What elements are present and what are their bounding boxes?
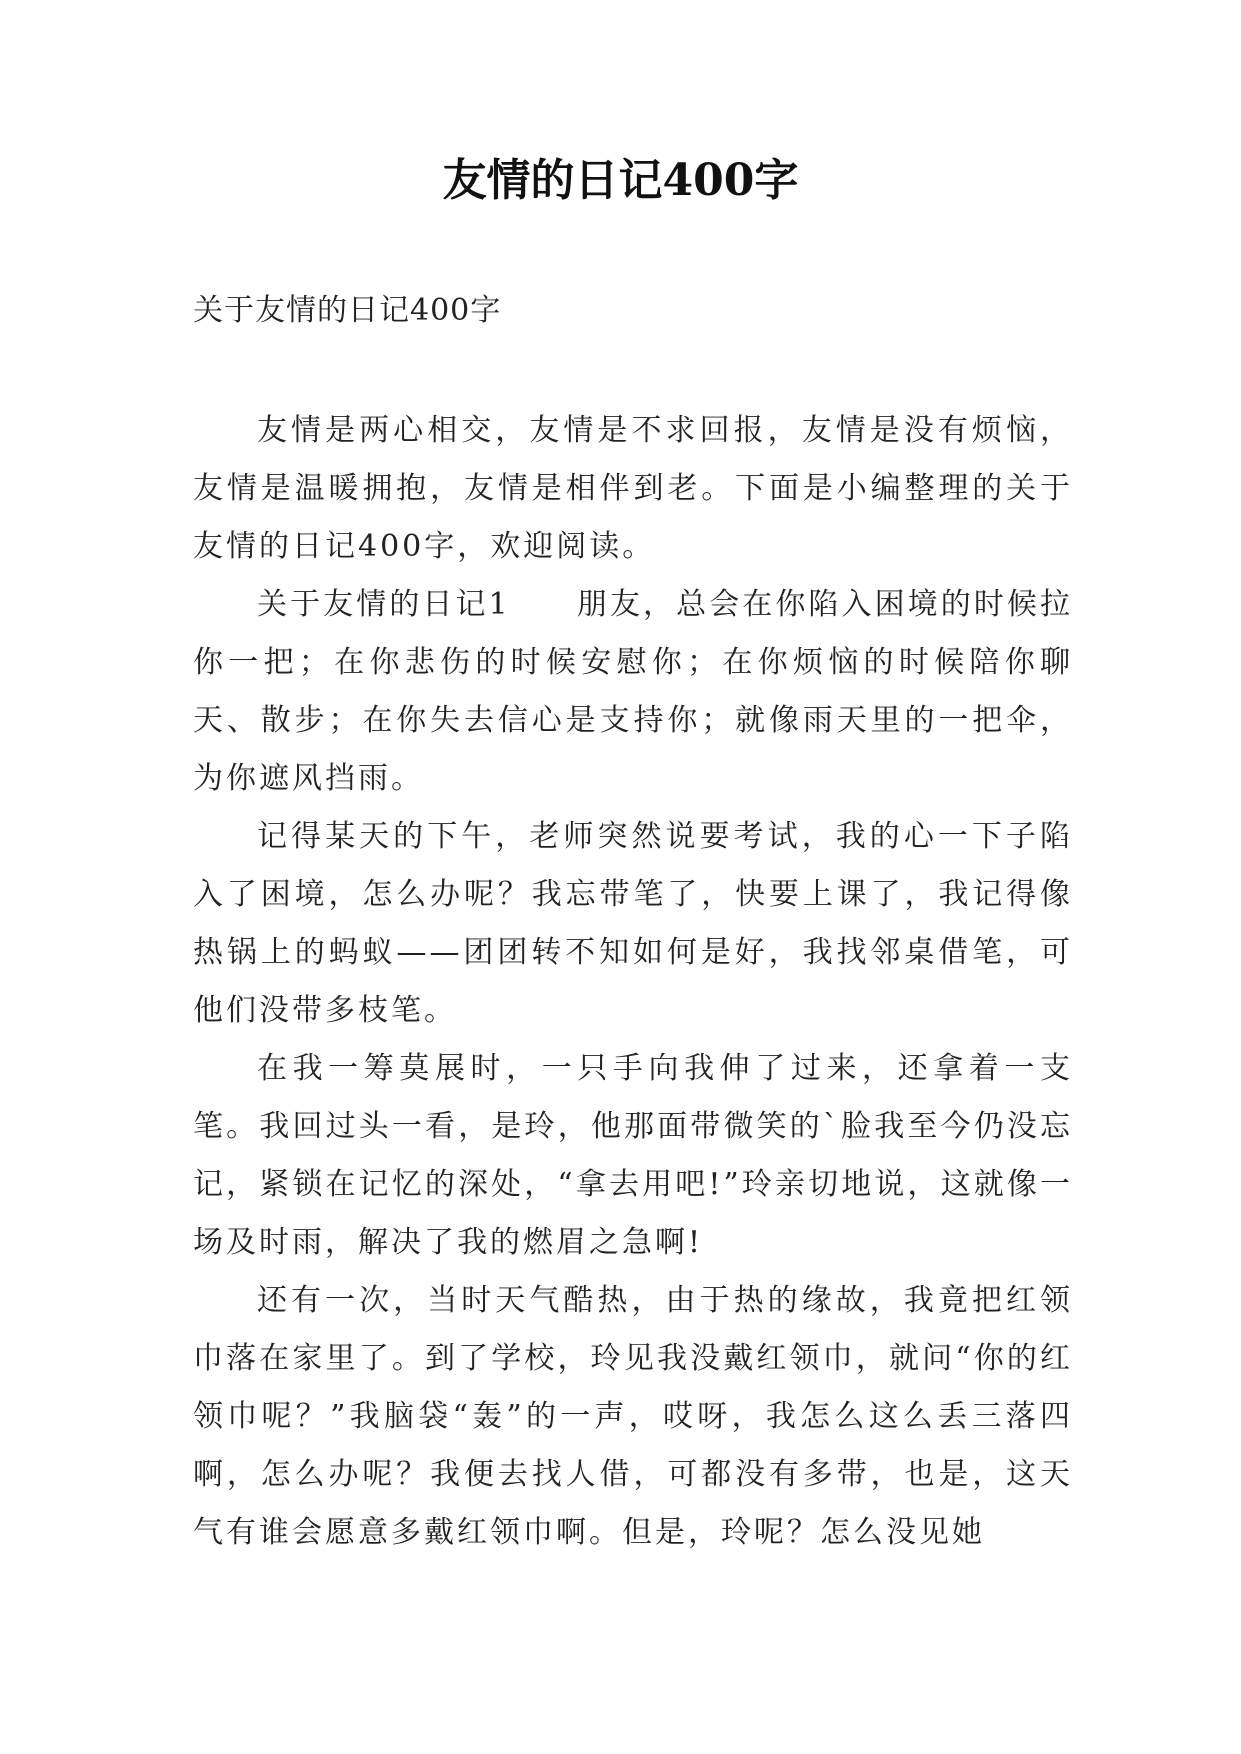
paragraph: 还有一次，当时天气酷热，由于热的缘故，我竟把红领巾落在家里了。到了学校，玲见我没戴红领巾，就问“你的红领巾呢？”我脑袋“轰”的一声，哎呀，我怎么这么丢三落四啊，怎么办呢？我便去找人借，可都没有多带，也是，这天气有谁会愿意多戴红领巾啊。但是，玲呢？怎么没见她 — [193, 1283, 1073, 1550]
document-subtitle: 关于友情的日记400字 — [193, 293, 502, 328]
paragraph: 在我一筹莫展时，一只手向我伸了过来，还拿着一支笔。我回过头一看，是玲，他那面带微笑的`脸我至今仍没忘记，紧锁在记忆的深处，“拿去用吧!”玲亲切地说，这就像一场及时雨，解决了我的燃眉之急啊! — [193, 1051, 1073, 1260]
paragraph: 友情是两心相交，友情是不求回报，友情是没有烦恼，友情是温暖拥抱，友情是相伴到老。下面是小编整理的关于友情的日记400字，欢迎阅读。 — [193, 413, 1073, 564]
page-title: 友情的日记400字 — [442, 155, 799, 206]
body-text — [193, 402, 1073, 1562]
paragraph: 关于友情的日记1 朋友，总会在你陷入困境的时候拉你一把；在你悲伤的时候安慰你；在你烦恼的时候陪你聊天、散步；在你失去信心是支持你；就像雨天里的一把伞，为你遮风挡雨。 — [193, 587, 1073, 796]
paragraph: 记得某天的下午，老师突然说要考试，我的心一下子陷入了困境，怎么办呢？我忘带笔了，快要上课了，我记得像热锅上的蚂蚁——团团转不知如何是好，我找邻桌借笔，可他们没带多枝笔。 — [193, 819, 1073, 1028]
